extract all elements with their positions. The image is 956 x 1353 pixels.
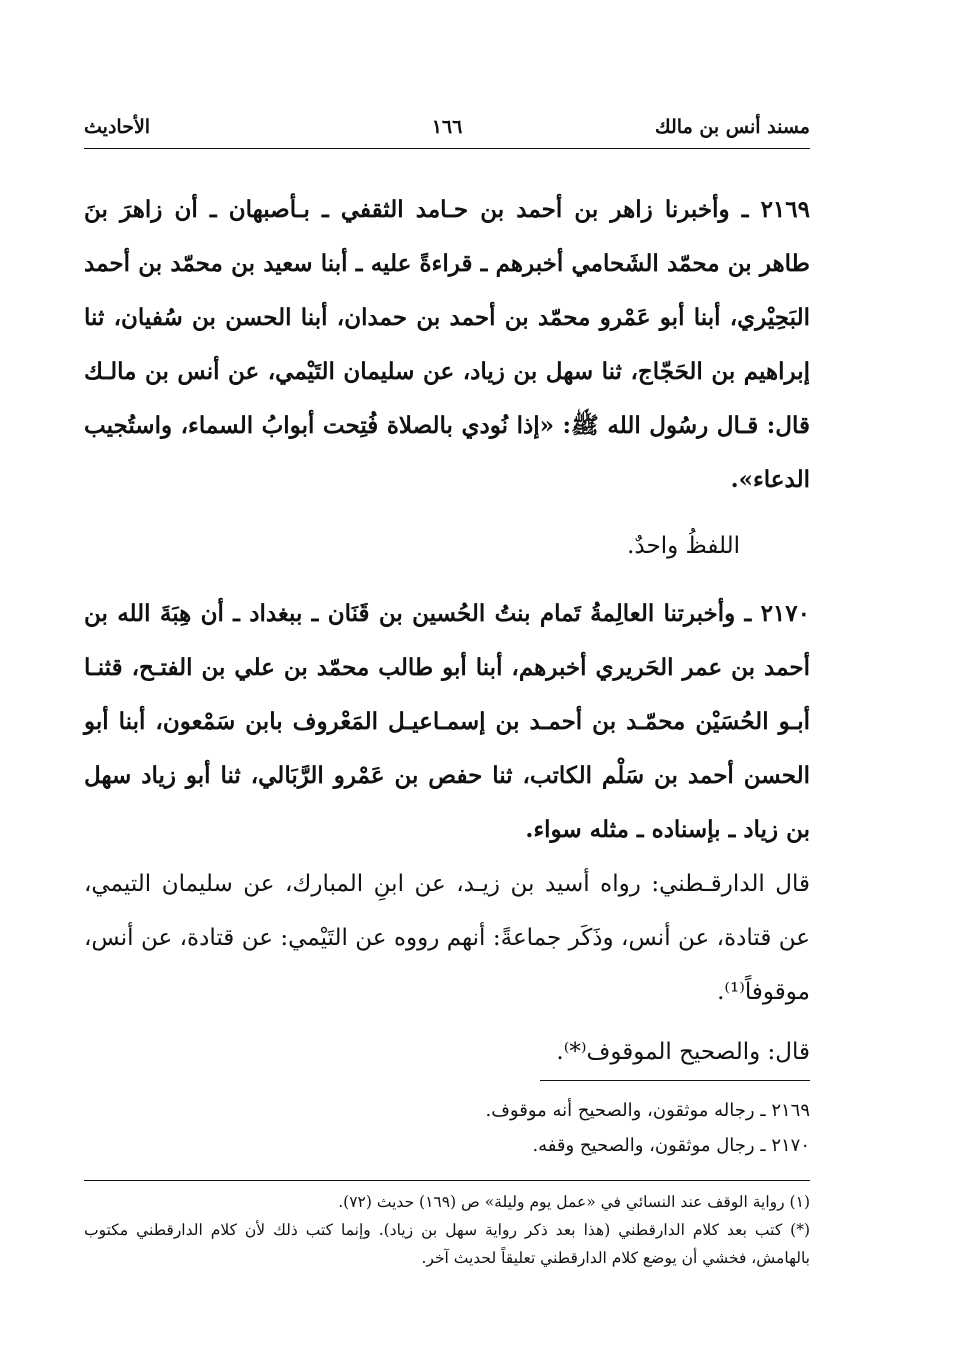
book-title: مسند أنس بن مالك: [655, 116, 810, 138]
footnotes: [84, 1188, 810, 1272]
footnote-star: (*) كتب بعد كلام الدارقطني (هذا بعد ذكر رواية سهل بن زياد). وإنما كتب ذلك لأن كلام الدارقطني مكتوب بالهامش، فخشي أن يوضع كلام الدارقطني تعليقاً لحديث آخر.: [84, 1221, 810, 1267]
hadith-number: ٢١٧٠: [760, 600, 810, 627]
page-number: ١٦٦: [431, 116, 463, 138]
grading-2170: ٢١٧٠ ـ رجال موثقون، والصحيح وقفه.: [532, 1135, 810, 1156]
hadith-2170: [84, 587, 810, 857]
hadith-2170-text: ـ وأخبرتنا العالِمةُ تَمام بنتُ الحُسين بن قَنَان ـ ببغداد ـ أن هِبَةَ الله بن أحمد بن عمر الحَريري أخبرهم، أبنا أبو طالب محمّد بن علي بن الفتـح، قثنـا أبـو الحُسَيْن محمّـد بن أحمـد بن إسمـاعيـل المَعْروف بابن سَمْعون، أبنا أبو الحسن أحمد بن سَلْم الكاتب، ثنا حفص بن عَمْرو الرَّبَالي، ثنا أبو زياد سهل بن زياد ـ بإسناده ـ مثله سواء.: [84, 600, 810, 843]
section-title: الأحاديث: [84, 116, 151, 138]
grading-divider: [540, 1080, 810, 1081]
footnote-divider: [84, 1180, 810, 1181]
main-text: [84, 183, 810, 1079]
header-divider: [84, 148, 810, 149]
hadith-number: ٢١٦٩: [760, 196, 810, 223]
hadith-2169-isnad: ـ وأخبرنا زاهر بن أحمد بن حـامد الثقفي ـ بـأصبهان ـ أن زاهرَ بنَ طاهر بن محمّد الشَحامي أخبرهم ـ قراءةً عليه ـ أبنا سعيد بن محمّد بن أحمد البَحِيْري، أبنا أبو عَمْرو محمّد بن أحمد بن حمدان، أبنا الحسن بن سُفيان، ثنا إبراهيم بن الحَجّاج، ثنا سهل بن زياد، عن سليمان التَيْمي، عن أنس بن مالـك قال:: [84, 196, 811, 439]
daraqutni-note: قال الدارقـطني: رواه أسيد بن زيـد، عن ابنِ المبارك، عن سليمان التيمي، عن قتادة، عن أنس، وذَكَر جماعةً: أنهم رووه عن التَيْمي: عن قتادة، عن أنس، موقوفاً⁽¹⁾.: [84, 871, 810, 1005]
grading-notes: [84, 1093, 810, 1163]
hadith-2169-matn: قـال رسُول الله ﷺ: «إذا نُودي بالصلاة فُتِحت أبوابُ السماء، واستُجيب الدعاء».: [84, 412, 810, 493]
grading-2169: ٢١٦٩ ـ رجاله موثقون، والصحيح أنه موقوف.: [485, 1100, 810, 1121]
hadith-2169: [84, 183, 810, 507]
lafz-note: اللفظُ واحدٌ.: [627, 533, 740, 559]
running-header: [84, 116, 810, 148]
footnote-1: (١) رواية الوقف عند النسائي في «عمل يوم وليلة» ص (١٦٩) حديث (٧٢).: [338, 1193, 810, 1211]
qal-note: قال: والصحيح الموقوف⁽*⁾.: [556, 1039, 810, 1065]
